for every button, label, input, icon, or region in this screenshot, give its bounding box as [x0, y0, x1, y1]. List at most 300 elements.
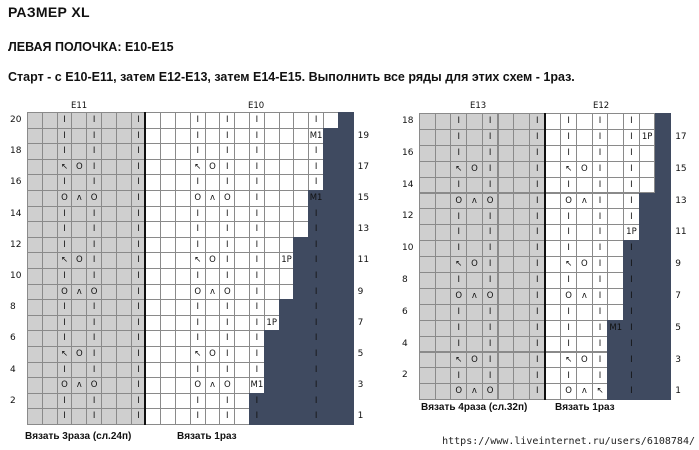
chart-cell: I	[57, 221, 73, 238]
chart-cell	[293, 362, 309, 379]
chart-cell: I	[529, 320, 546, 337]
chart-cell: I	[131, 346, 147, 363]
chart-cell	[71, 362, 87, 379]
chart-cell: I	[86, 408, 102, 425]
row-number-left: 18	[402, 116, 414, 126]
chart-cell: I	[86, 315, 102, 332]
chart-cell	[160, 143, 176, 160]
chart-cell	[323, 377, 339, 394]
chart-cell: O	[205, 159, 221, 176]
chart-cell: ↖	[560, 352, 577, 369]
chart-cell	[293, 206, 309, 223]
chart-cell	[435, 256, 452, 273]
chart-cell	[607, 113, 624, 130]
chart-cell	[264, 330, 280, 347]
chart-cell	[205, 330, 221, 347]
chart-cell: ʌ	[576, 288, 593, 305]
chart-cell	[279, 377, 295, 394]
chart-cell	[27, 393, 43, 410]
chart-cell	[338, 174, 354, 191]
chart-cell: I	[592, 177, 609, 194]
chart-cell	[264, 143, 280, 160]
chart-cell: I	[249, 393, 265, 410]
chart-cell: I	[623, 352, 640, 369]
chart-cell	[338, 159, 354, 176]
chart-cell	[116, 221, 132, 238]
chart-cell: O	[219, 190, 235, 207]
chart-cell: O	[450, 383, 467, 400]
chart-cell: I	[249, 299, 265, 316]
chart-cell: O	[576, 256, 593, 273]
chart-cell	[42, 174, 58, 191]
chart-cell: I	[308, 408, 324, 425]
chart-cell	[116, 408, 132, 425]
chart-cell	[435, 320, 452, 337]
chart-cell	[27, 284, 43, 301]
chart-cell: 1P	[623, 224, 640, 241]
chart-cell	[419, 256, 436, 273]
chart-cell	[101, 408, 117, 425]
chart-cell	[27, 159, 43, 176]
chart-cell: I	[308, 221, 324, 238]
chart-cell	[160, 362, 176, 379]
row-number-left: 2	[10, 395, 16, 406]
chart-cell	[419, 145, 436, 162]
chart-cell	[145, 190, 161, 207]
chart-cell	[639, 304, 656, 321]
chart-cell	[576, 320, 593, 337]
chart-cell	[116, 299, 132, 316]
chart-cell: O	[466, 161, 483, 178]
chart-cell: I	[529, 256, 546, 273]
chart-cell: I	[450, 240, 467, 257]
chart-cell: 1P	[264, 315, 280, 332]
chart-cell: I	[529, 193, 546, 210]
chart-cell	[655, 256, 672, 273]
chart-cell: M1	[308, 128, 324, 145]
chart-cell: I	[308, 346, 324, 363]
chart-cell: I	[529, 161, 546, 178]
chart-cell: I	[560, 272, 577, 289]
chart-cell: M1	[249, 377, 265, 394]
chart-cell: I	[249, 237, 265, 254]
chart-cell	[466, 304, 483, 321]
chart-cell	[466, 367, 483, 384]
chart-cell	[71, 143, 87, 160]
chart-cell: I	[592, 161, 609, 178]
row-number-right: 7	[675, 290, 681, 301]
chart-cell	[27, 330, 43, 347]
chart-cell	[101, 206, 117, 223]
chart-cell	[639, 272, 656, 289]
chart-cell	[145, 315, 161, 332]
chart-cell	[323, 252, 339, 269]
chart-cell	[101, 393, 117, 410]
chart-cell: I	[57, 128, 73, 145]
chart-cell	[576, 145, 593, 162]
chart-cell	[323, 206, 339, 223]
chart-cell	[234, 128, 250, 145]
chart-cell	[498, 145, 515, 162]
chart-cell: I	[86, 206, 102, 223]
chart-cell	[419, 304, 436, 321]
chart-cell: I	[308, 159, 324, 176]
chart-cell	[466, 320, 483, 337]
chart-cell: I	[131, 159, 147, 176]
chart-cell: I	[131, 315, 147, 332]
chart-cell: O	[482, 383, 499, 400]
row-number-right: 5	[675, 322, 681, 333]
chart-cell: I	[592, 240, 609, 257]
chart-cell: O	[482, 288, 499, 305]
chart-cell	[655, 288, 672, 305]
chart-cell: I	[57, 315, 73, 332]
chart-cell	[42, 206, 58, 223]
chart-cell: I	[592, 193, 609, 210]
chart-cell: I	[308, 284, 324, 301]
chart-cell: I	[219, 362, 235, 379]
chart-cell	[419, 224, 436, 241]
chart-cell: I	[560, 177, 577, 194]
chart-cell	[639, 224, 656, 241]
chart-cell	[576, 336, 593, 353]
chart-cell	[160, 315, 176, 332]
chart-cell	[655, 177, 672, 194]
chart-cell	[234, 221, 250, 238]
chart-cell	[655, 145, 672, 162]
chart-cell: I	[623, 113, 640, 130]
chart-cell	[655, 383, 672, 400]
chart-cell: I	[86, 346, 102, 363]
chart-cell	[576, 208, 593, 225]
chart-cell: I	[86, 221, 102, 238]
chart-cell	[513, 208, 530, 225]
chart-cell: I	[482, 113, 499, 130]
chart-cell	[498, 320, 515, 337]
chart-cell: I	[592, 256, 609, 273]
chart-cell	[607, 177, 624, 194]
chart-cell: I	[450, 224, 467, 241]
chart-cell: M1	[308, 190, 324, 207]
chart-cell	[293, 408, 309, 425]
chart-cell	[639, 193, 656, 210]
chart-cell	[264, 159, 280, 176]
chart-cell: I	[529, 304, 546, 321]
chart-cell	[435, 224, 452, 241]
chart-cell: I	[529, 383, 546, 400]
chart-cell	[466, 208, 483, 225]
chart-cell	[160, 252, 176, 269]
chart-cell: I	[190, 330, 206, 347]
chart-cell	[116, 237, 132, 254]
chart-cell	[234, 112, 250, 129]
chart-label-e13: E13	[470, 101, 487, 111]
row-number-left: 8	[10, 302, 16, 313]
chart-cell	[576, 240, 593, 257]
chart-cell: I	[592, 352, 609, 369]
chart-cell: O	[190, 284, 206, 301]
chart-cell: I	[529, 336, 546, 353]
chart-cell: I	[308, 393, 324, 410]
chart-cell	[513, 240, 530, 257]
chart-cell	[175, 377, 191, 394]
chart-cell	[576, 304, 593, 321]
chart-cell: ʌ	[576, 383, 593, 400]
chart-cell: O	[86, 284, 102, 301]
chart-cell	[293, 221, 309, 238]
chart-cell	[42, 252, 58, 269]
chart-cell	[205, 393, 221, 410]
chart-cell	[419, 177, 436, 194]
chart-cell	[419, 320, 436, 337]
chart-cell	[279, 143, 295, 160]
chart-cell: I	[131, 128, 147, 145]
row-number-left: 12	[10, 239, 22, 250]
chart-cell	[27, 408, 43, 425]
chart-cell	[545, 272, 562, 289]
chart-cell	[279, 284, 295, 301]
chart-cell: O	[219, 284, 235, 301]
chart-cell	[27, 346, 43, 363]
chart-cell	[545, 383, 562, 400]
chart-cell	[466, 113, 483, 130]
chart-cell: I	[57, 299, 73, 316]
chart-cell	[205, 299, 221, 316]
chart-cell	[264, 284, 280, 301]
chart-cell	[145, 112, 161, 129]
chart-cell	[234, 284, 250, 301]
chart-cell	[101, 237, 117, 254]
chart-cell	[639, 367, 656, 384]
chart-cell: M1	[607, 320, 624, 337]
chart-cell	[42, 128, 58, 145]
chart-cell: I	[219, 315, 235, 332]
chart-cell	[160, 299, 176, 316]
chart-cell	[279, 174, 295, 191]
caption-e11: Вязать 3раза (сл.24п)	[25, 431, 132, 442]
chart-cell: I	[86, 299, 102, 316]
chart-cell: I	[86, 128, 102, 145]
chart-cell: I	[529, 113, 546, 130]
chart-cell	[42, 299, 58, 316]
chart-cell: I	[190, 112, 206, 129]
chart-cell	[205, 221, 221, 238]
chart-cell	[175, 268, 191, 285]
chart-cell	[175, 159, 191, 176]
chart-cell	[655, 113, 672, 130]
chart-cell	[498, 161, 515, 178]
chart-cell: I	[190, 268, 206, 285]
chart-cell: I	[131, 377, 147, 394]
chart-cell	[234, 159, 250, 176]
chart-label-e12: E12	[593, 101, 610, 111]
chart-cell	[116, 330, 132, 347]
chart-cell	[234, 377, 250, 394]
chart-cell	[116, 128, 132, 145]
chart-cell	[498, 383, 515, 400]
chart-cell	[205, 268, 221, 285]
chart-cell	[264, 174, 280, 191]
row-number-right: 19	[357, 130, 370, 141]
chart-cell: ʌ	[71, 190, 87, 207]
chart-cell	[293, 315, 309, 332]
chart-cell: I	[219, 159, 235, 176]
chart-cell	[205, 362, 221, 379]
chart-cell: ↖	[560, 161, 577, 178]
chart-cell: I	[308, 237, 324, 254]
chart-cell: I	[219, 330, 235, 347]
chart-cell	[419, 336, 436, 353]
chart-cell	[175, 143, 191, 160]
caption-e13: Вязать 4раза (сл.32п)	[421, 402, 528, 413]
chart-cell	[435, 352, 452, 369]
chart-cell	[655, 272, 672, 289]
chart-cell: I	[86, 143, 102, 160]
chart-cell	[264, 408, 280, 425]
chart-cell	[338, 143, 354, 160]
chart-cell: O	[86, 377, 102, 394]
chart-cell	[655, 240, 672, 257]
chart-cell	[71, 299, 87, 316]
chart-cell	[293, 393, 309, 410]
chart-cell	[279, 221, 295, 238]
row-number-left: 10	[402, 243, 414, 254]
chart-cell	[116, 346, 132, 363]
chart-cell: I	[219, 268, 235, 285]
chart-cell: ↖	[190, 159, 206, 176]
chart-cell: I	[219, 221, 235, 238]
chart-cell: I	[560, 208, 577, 225]
chart-cell	[145, 174, 161, 191]
chart-divider	[544, 113, 546, 400]
chart-cell: I	[131, 252, 147, 269]
chart-cell	[101, 315, 117, 332]
chart-cell: I	[131, 408, 147, 425]
row-number-right: 5	[357, 349, 364, 359]
chart-cell	[545, 240, 562, 257]
row-number-left: 16	[10, 177, 22, 188]
chart-cell	[175, 346, 191, 363]
chart-cell	[279, 346, 295, 363]
row-number-left: 4	[10, 364, 16, 375]
chart-cell	[435, 145, 452, 162]
chart-cell	[116, 174, 132, 191]
chart-cell	[639, 320, 656, 337]
chart-cell	[435, 113, 452, 130]
chart-cell: ʌ	[576, 193, 593, 210]
chart-cell	[160, 330, 176, 347]
chart-cell	[42, 393, 58, 410]
chart-cell	[160, 221, 176, 238]
chart-cell	[513, 256, 530, 273]
chart-cell: I	[623, 193, 640, 210]
chart-cell	[42, 284, 58, 301]
chart-cell	[234, 237, 250, 254]
chart-cell	[145, 330, 161, 347]
chart-cell: I	[308, 315, 324, 332]
chart-cell	[338, 315, 354, 332]
chart-cell: ʌ	[71, 284, 87, 301]
chart-cell	[466, 145, 483, 162]
chart-cell	[607, 304, 624, 321]
chart-cell: I	[190, 362, 206, 379]
chart-cell	[498, 129, 515, 146]
chart-cell: I	[482, 224, 499, 241]
chart-cell: I	[57, 268, 73, 285]
row-number-right: 3	[675, 354, 681, 365]
chart-cell	[513, 145, 530, 162]
chart-cell	[145, 143, 161, 160]
chart-cell: I	[623, 288, 640, 305]
chart-cell	[160, 206, 176, 223]
chart-cell	[323, 159, 339, 176]
chart-cell	[116, 393, 132, 410]
chart-cell	[116, 159, 132, 176]
chart-cell	[101, 174, 117, 191]
chart-cell	[607, 240, 624, 257]
chart-cell	[101, 221, 117, 238]
chart-cell	[145, 346, 161, 363]
chart-cell: O	[466, 256, 483, 273]
chart-cell	[498, 177, 515, 194]
chart-cell	[419, 240, 436, 257]
chart-cell	[545, 336, 562, 353]
chart-cell: I	[592, 145, 609, 162]
chart-cell: I	[560, 367, 577, 384]
chart-cell	[323, 143, 339, 160]
chart-cell	[42, 268, 58, 285]
chart-cell	[323, 393, 339, 410]
chart-cell	[498, 272, 515, 289]
chart-cell: I	[249, 112, 265, 129]
chart-cell	[655, 129, 672, 146]
chart-cell: ↖	[592, 383, 609, 400]
row-number-left: 16	[402, 147, 414, 158]
chart-cell	[435, 383, 452, 400]
chart-cell: I	[190, 128, 206, 145]
chart-cell	[234, 143, 250, 160]
chart-cell	[435, 304, 452, 321]
chart-label-e10: E10	[248, 101, 265, 111]
chart-cell	[513, 288, 530, 305]
chart-cell	[42, 237, 58, 254]
chart-cell: I	[249, 143, 265, 160]
chart-cell	[466, 272, 483, 289]
chart-cell: I	[592, 272, 609, 289]
chart-cell	[323, 237, 339, 254]
chart-cell: O	[57, 190, 73, 207]
chart-cell	[466, 240, 483, 257]
chart-cell: I	[623, 145, 640, 162]
chart-cell	[175, 362, 191, 379]
chart-cell: I	[482, 208, 499, 225]
chart-cell	[175, 299, 191, 316]
chart-cell	[639, 113, 656, 130]
chart-cell: I	[450, 145, 467, 162]
chart-cell: I	[131, 268, 147, 285]
row-number-right: 1	[357, 411, 364, 422]
chart-cell	[545, 256, 562, 273]
chart-cell	[513, 177, 530, 194]
chart-cell: O	[71, 252, 87, 269]
chart-cell	[234, 346, 250, 363]
chart-cell: O	[205, 252, 221, 269]
chart-cell	[338, 377, 354, 394]
row-number-left: 12	[402, 211, 414, 222]
chart-cell: I	[623, 272, 640, 289]
chart-cell: I	[131, 206, 147, 223]
chart-cell	[639, 352, 656, 369]
